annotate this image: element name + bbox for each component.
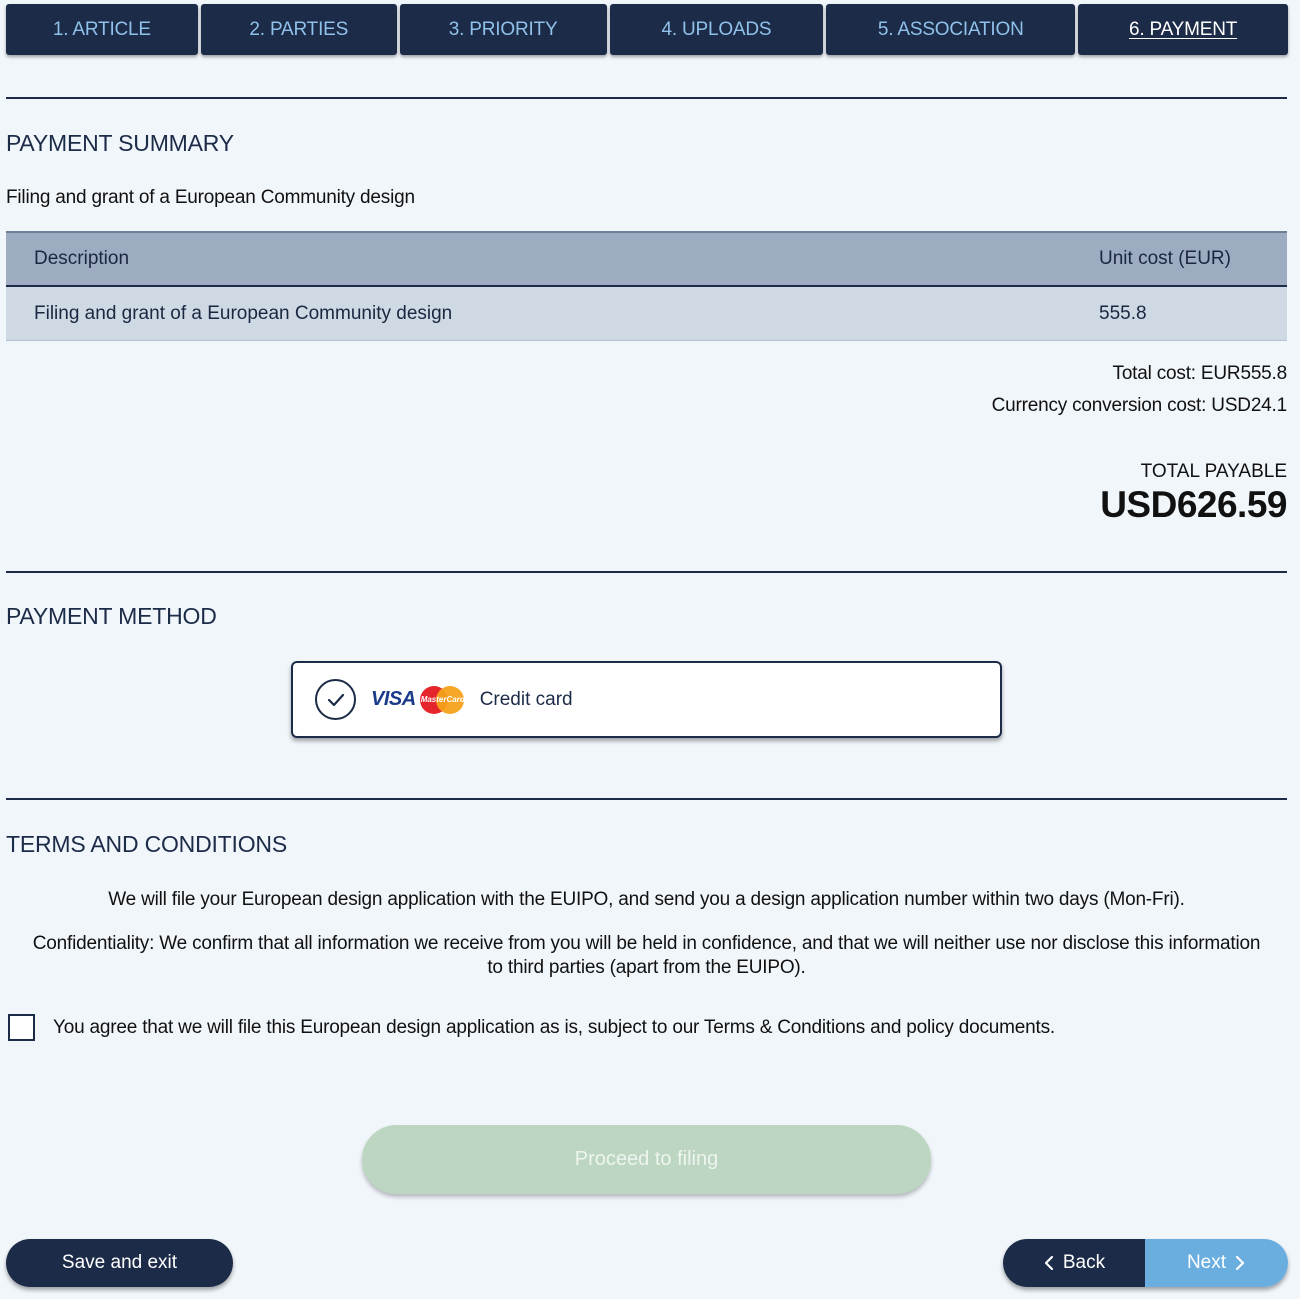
credit-card-label: Credit card bbox=[479, 688, 573, 710]
section-divider bbox=[6, 571, 1287, 573]
section-divider bbox=[6, 798, 1287, 800]
next-label: Next bbox=[1186, 1252, 1227, 1273]
tab-uploads[interactable]: 4. UPLOADS bbox=[610, 4, 824, 55]
tab-parties[interactable]: 2. PARTIES bbox=[201, 4, 397, 55]
check-circle-icon bbox=[315, 679, 356, 720]
conversion-cost: Currency conversion cost: USD24.1 bbox=[991, 395, 1287, 416]
back-label: Back bbox=[1062, 1252, 1106, 1273]
total-payable-amount: USD626.59 bbox=[1100, 484, 1287, 525]
mastercard-logo: MasterCard bbox=[418, 685, 466, 715]
tab-payment[interactable]: 6. PAYMENT bbox=[1078, 4, 1288, 55]
back-button[interactable] bbox=[1003, 1239, 1145, 1287]
total-payable-label: TOTAL PAYABLE bbox=[1140, 461, 1287, 482]
terms-paragraph-confidentiality-2: to third parties (apart from the EUIPO). bbox=[487, 957, 806, 978]
payment-method-title: PAYMENT METHOD bbox=[6, 603, 217, 629]
tab-article[interactable]: 1. ARTICLE bbox=[6, 4, 198, 55]
save-and-exit-button[interactable]: Save and exit bbox=[6, 1239, 233, 1287]
section-divider bbox=[6, 97, 1287, 99]
visa-logo: VISA bbox=[371, 688, 416, 710]
payment-summary-subtitle: Filing and grant of a European Community design bbox=[6, 187, 415, 208]
terms-title: TERMS AND CONDITIONS bbox=[6, 831, 287, 857]
table-header bbox=[6, 231, 1287, 287]
cost-table bbox=[6, 231, 1287, 341]
agree-checkbox[interactable] bbox=[8, 1014, 35, 1041]
table-row bbox=[6, 287, 1287, 341]
proceed-to-filing-button[interactable]: Proceed to filing bbox=[362, 1125, 931, 1194]
tab-association[interactable]: 5. ASSOCIATION bbox=[826, 4, 1075, 55]
chevron-left-icon bbox=[1043, 1255, 1055, 1271]
column-header-unit-cost: Unit cost (EUR) bbox=[1099, 248, 1231, 269]
agree-row bbox=[8, 1014, 1055, 1041]
terms-paragraph-filing: We will file your European design application with the EUIPO, and send you a design application number within two days (Mon-Fri). bbox=[108, 889, 1185, 910]
navigation-buttons bbox=[1003, 1239, 1288, 1287]
chevron-right-icon bbox=[1234, 1255, 1246, 1271]
total-cost: Total cost: EUR555.8 bbox=[1112, 363, 1287, 384]
step-tabs bbox=[6, 4, 1288, 55]
credit-card-option[interactable] bbox=[291, 661, 1002, 738]
next-button[interactable] bbox=[1145, 1239, 1288, 1287]
payment-summary-title: PAYMENT SUMMARY bbox=[6, 130, 234, 156]
row-description: Filing and grant of a European Community design bbox=[34, 302, 453, 324]
row-unit-cost: 555.8 bbox=[1099, 302, 1147, 324]
terms-paragraph-confidentiality-1: Confidentiality: We confirm that all information we receive from you will be held in confidence, and that we will neither use nor disclose this information bbox=[32, 933, 1261, 954]
tab-priority[interactable]: 3. PRIORITY bbox=[400, 4, 607, 55]
agree-label[interactable]: You agree that we will file this European design application as is, subject to our Terms & Conditions and policy documents. bbox=[53, 1016, 1055, 1038]
column-header-description: Description bbox=[34, 248, 130, 269]
